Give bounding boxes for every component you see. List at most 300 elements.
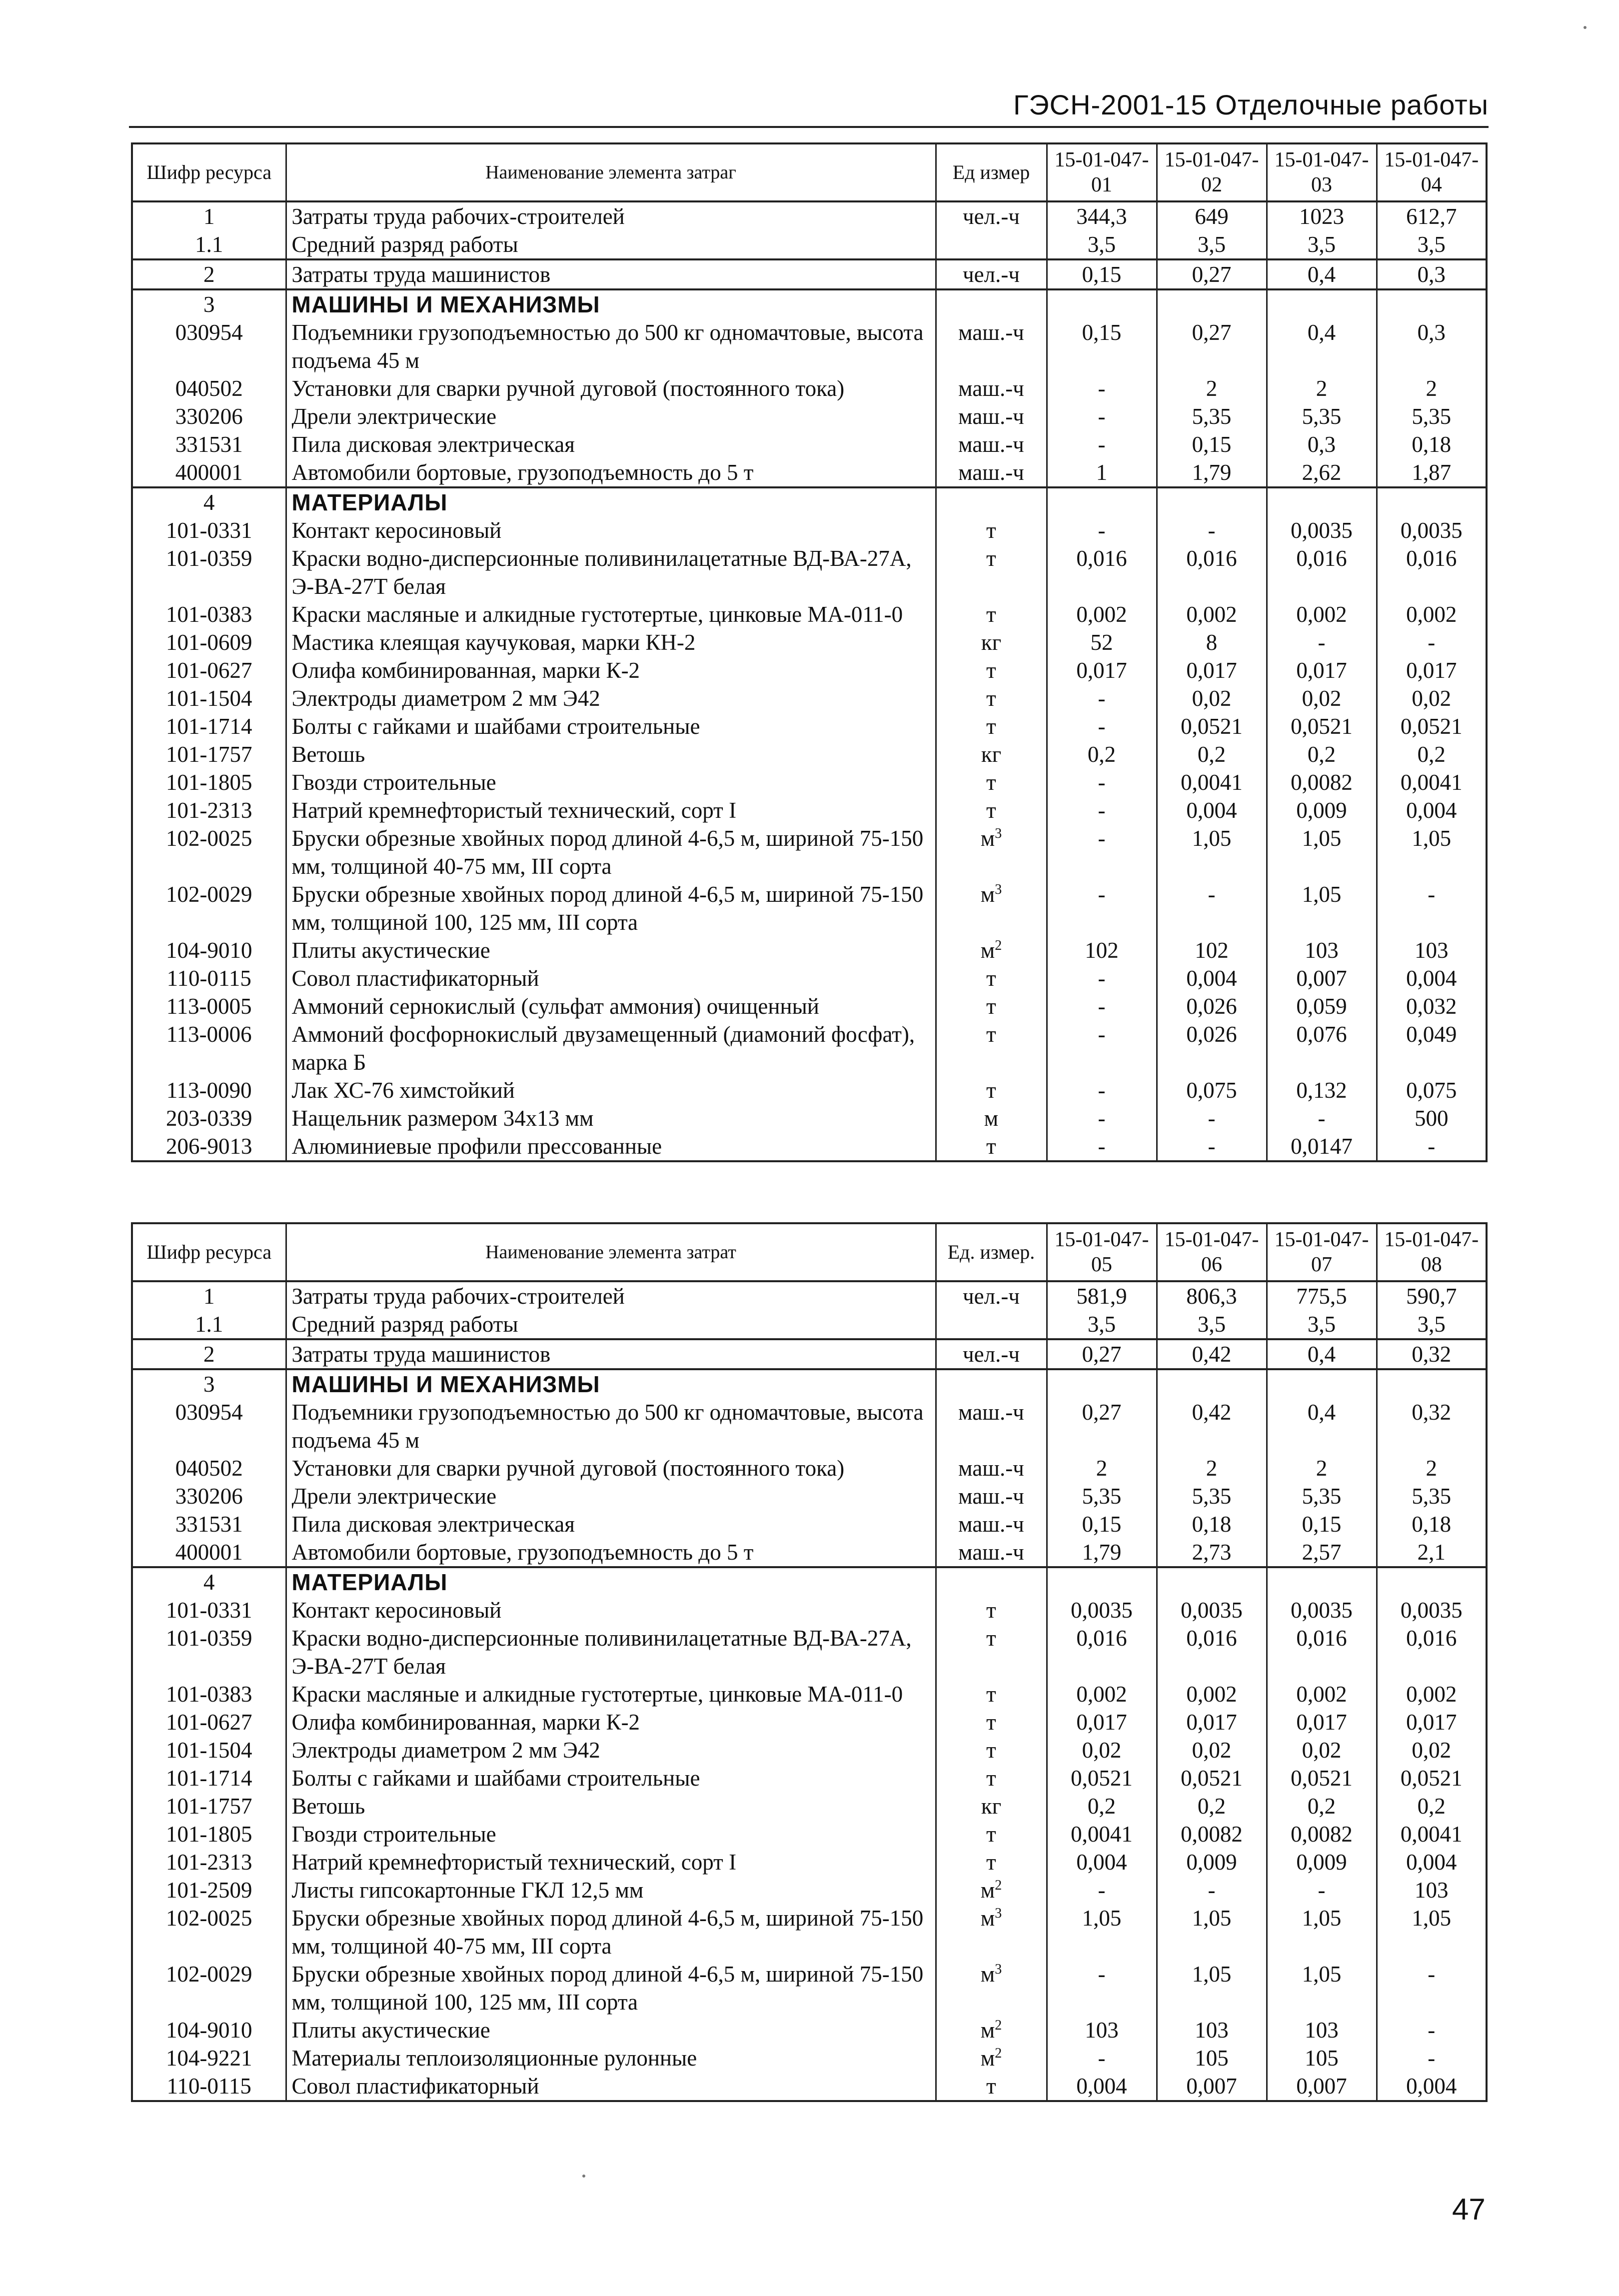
value-col-1: 0,15 — [1047, 1510, 1157, 1538]
table-row — [132, 318, 1487, 374]
unit-text: чел.-ч — [963, 1284, 1020, 1309]
value-col-2 — [1157, 1567, 1267, 1596]
value-col-1: - — [1047, 1132, 1157, 1161]
resource-name: Мастика клеящая каучуковая, марки КН-2 — [286, 628, 936, 656]
header-name: Наименование элемента затраг — [286, 143, 936, 201]
resource-name: Контакт керосиновый — [286, 516, 936, 544]
value-col-3: 0,007 — [1267, 2072, 1377, 2101]
resource-code: 400001 — [132, 1538, 286, 1567]
value-col-2: 0,0521 — [1157, 712, 1267, 740]
value-col-1: 0,0035 — [1047, 1596, 1157, 1624]
unit-cell — [936, 880, 1047, 936]
value-col-1: 5,35 — [1047, 1482, 1157, 1510]
resource-code: 113-0005 — [132, 992, 286, 1020]
unit-text: м — [980, 826, 995, 851]
table-row — [132, 992, 1487, 1020]
value-col-4: 0,004 — [1377, 796, 1487, 824]
value-col-4: 1,87 — [1377, 458, 1487, 487]
resource-name: Натрий кремнефтористый технический, сорт I — [286, 1848, 936, 1876]
value-col-4: 0,3 — [1377, 259, 1487, 289]
value-col-2 — [1157, 487, 1267, 516]
resource-code: 102-0025 — [132, 824, 286, 880]
value-col-3: 0,3 — [1267, 430, 1377, 458]
value-col-1: 3,5 — [1047, 230, 1157, 259]
resource-name: Ветошь — [286, 740, 936, 768]
unit-text: т — [986, 1626, 996, 1651]
header-col-3: 15-01-047-07 — [1267, 1223, 1377, 1281]
table-row — [132, 1680, 1487, 1708]
value-col-4: 0,016 — [1377, 544, 1487, 600]
unit-text: маш.-ч — [958, 1540, 1024, 1565]
unit-text: т — [986, 602, 996, 627]
value-col-1: 0,2 — [1047, 1792, 1157, 1820]
unit-text: чел.-ч — [963, 262, 1020, 287]
table-row — [132, 880, 1487, 936]
value-col-2: 0,004 — [1157, 796, 1267, 824]
value-col-1 — [1047, 289, 1157, 318]
header-col-4: 15-01-047-08 — [1377, 1223, 1487, 1281]
resource-name: Гвозди строительные — [286, 768, 936, 796]
unit-cell — [936, 1904, 1047, 1960]
value-col-3: 0,2 — [1267, 1792, 1377, 1820]
unit-text: т — [986, 994, 996, 1019]
resource-name: Ветошь — [286, 1792, 936, 1820]
value-col-3: 2 — [1267, 374, 1377, 402]
value-col-3: 0,0082 — [1267, 768, 1377, 796]
resource-name: Плиты акустические — [286, 2016, 936, 2044]
unit-text: т — [986, 770, 996, 795]
value-col-2: 0,017 — [1157, 1708, 1267, 1736]
unit-cell — [936, 1076, 1047, 1104]
value-col-3: 2,57 — [1267, 1538, 1377, 1567]
resource-name: Краски водно-дисперсионные поливинилацетатные ВД-ВА-27А, Э-ВА-27Т белая — [286, 544, 936, 600]
unit-cell — [936, 259, 1047, 289]
unit-cell — [936, 289, 1047, 318]
unit-cell — [936, 1848, 1047, 1876]
table-row — [132, 1792, 1487, 1820]
value-col-4: 0,016 — [1377, 1624, 1487, 1680]
value-col-1: - — [1047, 430, 1157, 458]
value-col-4: 0,0035 — [1377, 516, 1487, 544]
resource-code: 1 — [132, 201, 286, 230]
header-unit: Ед измер — [936, 143, 1047, 201]
value-col-1: 1,79 — [1047, 1538, 1157, 1567]
unit-text: т — [986, 546, 996, 571]
value-col-3: 2,62 — [1267, 458, 1377, 487]
resource-name: Плиты акустические — [286, 936, 936, 964]
value-col-3: 0,4 — [1267, 318, 1377, 374]
resource-name: Затраты труда машинистов — [286, 259, 936, 289]
resource-code: 2 — [132, 1339, 286, 1369]
unit-cell — [936, 430, 1047, 458]
unit-cell — [936, 600, 1047, 628]
value-col-1: 0,0041 — [1047, 1820, 1157, 1848]
page-header — [129, 84, 1489, 128]
table-row — [132, 824, 1487, 880]
value-col-1: - — [1047, 1876, 1157, 1904]
table-row — [132, 1281, 1487, 1310]
value-col-2: 1,05 — [1157, 1960, 1267, 2016]
value-col-2 — [1157, 1369, 1267, 1398]
resource-name: Аммоний сернокислый (сульфат аммония) очищенный — [286, 992, 936, 1020]
value-col-4: 0,32 — [1377, 1398, 1487, 1454]
unit-cell — [936, 1339, 1047, 1369]
value-col-4: 0,2 — [1377, 740, 1487, 768]
resource-code: 101-1805 — [132, 1820, 286, 1848]
table-row — [132, 458, 1487, 487]
resource-code: 101-2313 — [132, 1848, 286, 1876]
value-col-4: 0,02 — [1377, 684, 1487, 712]
value-col-1: - — [1047, 880, 1157, 936]
value-col-4: 0,0521 — [1377, 1764, 1487, 1792]
unit-text: т — [986, 1134, 996, 1159]
value-col-4: 103 — [1377, 936, 1487, 964]
resource-code: 3 — [132, 289, 286, 318]
resource-name: Подъемники грузоподъемностью до 500 кг одномачтовые, высота подъема 45 м — [286, 318, 936, 374]
resource-code: 101-0383 — [132, 1680, 286, 1708]
resource-code: 102-0029 — [132, 1960, 286, 2016]
table-row — [132, 936, 1487, 964]
resource-name: Средний разряд работы — [286, 1310, 936, 1339]
unit-cell — [936, 1736, 1047, 1764]
value-col-3: 0,016 — [1267, 544, 1377, 600]
unit-text: чел.-ч — [963, 204, 1020, 229]
value-col-4: 0,004 — [1377, 1848, 1487, 1876]
unit-cell — [936, 712, 1047, 740]
value-col-1: - — [1047, 992, 1157, 1020]
header-name: Наименование элемента затрат — [286, 1223, 936, 1281]
value-col-3: - — [1267, 1104, 1377, 1132]
unit-text: маш.-ч — [958, 1456, 1024, 1481]
unit-text: м — [984, 1106, 999, 1131]
value-col-4: 0,004 — [1377, 2072, 1487, 2101]
resource-name: Установки для сварки ручной дуговой (постоянного тока) — [286, 1454, 936, 1482]
value-col-2: 0,004 — [1157, 964, 1267, 992]
value-col-1: - — [1047, 712, 1157, 740]
value-col-2: 0,42 — [1157, 1339, 1267, 1369]
value-col-1: - — [1047, 768, 1157, 796]
resource-code: 110-0115 — [132, 964, 286, 992]
value-col-1 — [1047, 1567, 1157, 1596]
value-col-2: 0,27 — [1157, 318, 1267, 374]
value-col-4: 0,017 — [1377, 1708, 1487, 1736]
resource-code: 400001 — [132, 458, 286, 487]
unit-text: м — [980, 1878, 995, 1903]
table-row — [132, 628, 1487, 656]
value-col-4: 0,017 — [1377, 656, 1487, 684]
section-title: МАТЕРИАЛЫ — [286, 1567, 936, 1596]
value-col-1: 0,27 — [1047, 1398, 1157, 1454]
unit-cell — [936, 1104, 1047, 1132]
section-title: МАТЕРИАЛЫ — [286, 487, 936, 516]
resource-code: 113-0090 — [132, 1076, 286, 1104]
resource-code: 1.1 — [132, 230, 286, 259]
resource-name: Краски водно-дисперсионные поливинилацетатные ВД-ВА-27А, Э-ВА-27Т белая — [286, 1624, 936, 1680]
unit-cell — [936, 1398, 1047, 1454]
value-col-3: 0,009 — [1267, 1848, 1377, 1876]
value-col-1: 0,002 — [1047, 600, 1157, 628]
value-col-3: 3,5 — [1267, 230, 1377, 259]
unit-cell — [936, 1680, 1047, 1708]
unit-text: т — [986, 1598, 996, 1623]
resource-name: Листы гипсокартонные ГКЛ 12,5 мм — [286, 1876, 936, 1904]
resource-code: 101-0359 — [132, 544, 286, 600]
value-col-1: - — [1047, 516, 1157, 544]
unit-text: т — [986, 1682, 996, 1707]
table-row — [132, 544, 1487, 600]
table-row — [132, 1339, 1487, 1369]
value-col-4 — [1377, 289, 1487, 318]
unit-cell — [936, 544, 1047, 600]
table-row — [132, 1876, 1487, 1904]
unit-cell — [936, 487, 1047, 516]
unit-cell — [936, 201, 1047, 230]
table-row — [132, 1624, 1487, 1680]
unit-cell — [936, 768, 1047, 796]
resource-name: Затраты труда рабочих-строителей — [286, 1281, 936, 1310]
resource-name: Пила дисковая электрическая — [286, 430, 936, 458]
unit-cell — [936, 628, 1047, 656]
unit-cell — [936, 1960, 1047, 2016]
unit-cell — [936, 1281, 1047, 1310]
resource-name: Лак ХС-76 химстойкий — [286, 1076, 936, 1104]
value-col-2: 2 — [1157, 374, 1267, 402]
table-row — [132, 2044, 1487, 2072]
table-row — [132, 1708, 1487, 1736]
value-col-2: 0,0035 — [1157, 1596, 1267, 1624]
unit-text: маш.-ч — [958, 376, 1024, 401]
unit-cell — [936, 1369, 1047, 1398]
resource-name: Бруски обрезные хвойных пород длиной 4-6,5 м, шириной 75-150 мм, толщиной 40-75 мм, III сорта — [286, 824, 936, 880]
resource-name: Автомобили бортовые, грузоподъемность до 5 т — [286, 458, 936, 487]
value-col-4: 0,0041 — [1377, 1820, 1487, 1848]
value-col-1: 102 — [1047, 936, 1157, 964]
resource-code: 101-1805 — [132, 768, 286, 796]
value-col-1: - — [1047, 1020, 1157, 1076]
unit-cell — [936, 992, 1047, 1020]
resource-code: 101-0359 — [132, 1624, 286, 1680]
value-col-2: 0,0521 — [1157, 1764, 1267, 1792]
value-col-3 — [1267, 487, 1377, 516]
table-row — [132, 1848, 1487, 1876]
value-col-2: 0,026 — [1157, 1020, 1267, 1076]
resource-name: Краски масляные и алкидные густотертые, цинковые МА-011-0 — [286, 1680, 936, 1708]
value-col-4: - — [1377, 1960, 1487, 2016]
unit-cell — [936, 964, 1047, 992]
table-row — [132, 1736, 1487, 1764]
value-col-3: 0,059 — [1267, 992, 1377, 1020]
resource-name: Аммоний фосфорнокислый двузамещенный (диамоний фосфат), марка Б — [286, 1020, 936, 1076]
value-col-3: 0,02 — [1267, 684, 1377, 712]
value-col-3: 0,2 — [1267, 740, 1377, 768]
unit-text: кг — [981, 1794, 1002, 1819]
resource-name: Олифа комбинированная, марки К-2 — [286, 656, 936, 684]
value-col-4 — [1377, 1567, 1487, 1596]
value-col-4: 0,002 — [1377, 1680, 1487, 1708]
resource-name: Алюминиевые профили прессованные — [286, 1132, 936, 1161]
unit-text: м — [980, 2046, 995, 2071]
value-col-1: 0,002 — [1047, 1680, 1157, 1708]
unit-cell — [936, 1876, 1047, 1904]
value-col-3: 103 — [1267, 2016, 1377, 2044]
scan-speck — [582, 2175, 585, 2178]
value-col-2 — [1157, 289, 1267, 318]
scan-speck — [1584, 26, 1587, 29]
table-row — [132, 259, 1487, 289]
value-col-4: 0,0041 — [1377, 768, 1487, 796]
value-col-4: 0,0521 — [1377, 712, 1487, 740]
resource-code: 101-1504 — [132, 684, 286, 712]
value-col-2: 0,02 — [1157, 684, 1267, 712]
section-row — [132, 1567, 1487, 1596]
unit-text: чел.-ч — [963, 1342, 1020, 1367]
resource-code: 101-2509 — [132, 1876, 286, 1904]
unit-cell — [936, 936, 1047, 964]
table-row — [132, 1538, 1487, 1567]
value-col-3: 0,0035 — [1267, 516, 1377, 544]
value-col-3: 0,132 — [1267, 1076, 1377, 1104]
value-col-3: 0,0521 — [1267, 1764, 1377, 1792]
value-col-3: 105 — [1267, 2044, 1377, 2072]
value-col-4: 2 — [1377, 1454, 1487, 1482]
unit-cell — [936, 824, 1047, 880]
table-row — [132, 1398, 1487, 1454]
table-body — [132, 1281, 1487, 2101]
unit-exponent: 2 — [995, 2018, 1002, 2033]
value-col-2: 1,05 — [1157, 1904, 1267, 1960]
value-col-3: 0,0521 — [1267, 712, 1377, 740]
resource-code: 3 — [132, 1369, 286, 1398]
value-col-4: 0,02 — [1377, 1736, 1487, 1764]
value-col-2: 0,18 — [1157, 1510, 1267, 1538]
value-col-3: 775,5 — [1267, 1281, 1377, 1310]
table-row — [132, 656, 1487, 684]
value-col-2: 1,79 — [1157, 458, 1267, 487]
value-col-4: 103 — [1377, 1876, 1487, 1904]
header-col-1: 15-01-047-05 — [1047, 1223, 1157, 1281]
resource-code: 206-9013 — [132, 1132, 286, 1161]
value-col-1: 0,004 — [1047, 1848, 1157, 1876]
unit-text: т — [986, 658, 996, 683]
resource-name: Электроды диаметром 2 мм Э42 — [286, 1736, 936, 1764]
value-col-1: 0,016 — [1047, 544, 1157, 600]
resource-code: 330206 — [132, 402, 286, 430]
resource-name: Затраты труда машинистов — [286, 1339, 936, 1369]
table-row — [132, 374, 1487, 402]
value-col-4: 0,2 — [1377, 1792, 1487, 1820]
resource-code: 102-0025 — [132, 1904, 286, 1960]
resource-code: 101-1504 — [132, 1736, 286, 1764]
table-row — [132, 1132, 1487, 1161]
resource-code: 102-0029 — [132, 880, 286, 936]
value-col-4: 0,3 — [1377, 318, 1487, 374]
value-col-3: 5,35 — [1267, 1482, 1377, 1510]
resource-name: Болты с гайками и шайбами строительные — [286, 1764, 936, 1792]
resource-name: Дрели электрические — [286, 402, 936, 430]
value-col-4: 1,05 — [1377, 824, 1487, 880]
resource-table-1 — [131, 142, 1488, 1162]
value-col-1: 1,05 — [1047, 1904, 1157, 1960]
value-col-1: 2 — [1047, 1454, 1157, 1482]
unit-cell — [936, 402, 1047, 430]
resource-code: 101-1757 — [132, 740, 286, 768]
value-col-2: 0,27 — [1157, 259, 1267, 289]
value-col-2: - — [1157, 1104, 1267, 1132]
value-col-2: 649 — [1157, 201, 1267, 230]
resource-code: 101-0609 — [132, 628, 286, 656]
value-col-1: 1 — [1047, 458, 1157, 487]
resource-name: Материалы теплоизоляционные рулонные — [286, 2044, 936, 2072]
header-col-2: 15-01-047-02 — [1157, 143, 1267, 201]
unit-cell — [936, 740, 1047, 768]
header-col-2: 15-01-047-06 — [1157, 1223, 1267, 1281]
resource-table-2 — [131, 1222, 1488, 2102]
value-col-4: 0,18 — [1377, 430, 1487, 458]
value-col-1: - — [1047, 684, 1157, 712]
value-col-1: 52 — [1047, 628, 1157, 656]
resource-code: 113-0006 — [132, 1020, 286, 1076]
unit-cell — [936, 2016, 1047, 2044]
resource-code: 101-0331 — [132, 516, 286, 544]
value-col-2: 806,3 — [1157, 1281, 1267, 1310]
resource-name: Электроды диаметром 2 мм Э42 — [286, 684, 936, 712]
unit-cell — [936, 458, 1047, 487]
value-col-1: - — [1047, 796, 1157, 824]
resource-code: 101-0383 — [132, 600, 286, 628]
resource-code: 101-0627 — [132, 656, 286, 684]
table-row — [132, 402, 1487, 430]
resource-code: 104-9010 — [132, 936, 286, 964]
table-row — [132, 964, 1487, 992]
value-col-4: 0,002 — [1377, 600, 1487, 628]
resource-name: Олифа комбинированная, марки К-2 — [286, 1708, 936, 1736]
resource-code: 101-0627 — [132, 1708, 286, 1736]
unit-exponent: 3 — [995, 1906, 1002, 1921]
value-col-1: - — [1047, 1076, 1157, 1104]
value-col-3: 0,4 — [1267, 259, 1377, 289]
section-title: МАШИНЫ И МЕХАНИЗМЫ — [286, 289, 936, 318]
table-row — [132, 1454, 1487, 1482]
table-row — [132, 1596, 1487, 1624]
value-col-1: 0,2 — [1047, 740, 1157, 768]
value-col-4: 3,5 — [1377, 1310, 1487, 1339]
unit-text: м — [980, 938, 995, 963]
table-row — [132, 1104, 1487, 1132]
unit-exponent: 3 — [995, 826, 1002, 841]
unit-text: т — [986, 1710, 996, 1735]
table-row — [132, 2016, 1487, 2044]
value-col-4: 0,18 — [1377, 1510, 1487, 1538]
unit-exponent: 3 — [995, 1962, 1002, 1977]
unit-cell — [936, 1792, 1047, 1820]
value-col-2: - — [1157, 1876, 1267, 1904]
section-row — [132, 289, 1487, 318]
value-col-3: 1,05 — [1267, 1904, 1377, 1960]
value-col-3: 0,016 — [1267, 1624, 1377, 1680]
unit-cell — [936, 2044, 1047, 2072]
unit-cell — [936, 1820, 1047, 1848]
value-col-2: 3,5 — [1157, 230, 1267, 259]
unit-text: т — [986, 1078, 996, 1103]
value-col-2: - — [1157, 880, 1267, 936]
resource-code: 101-0331 — [132, 1596, 286, 1624]
resource-code: 1.1 — [132, 1310, 286, 1339]
value-col-3: - — [1267, 628, 1377, 656]
value-col-3: 0,017 — [1267, 1708, 1377, 1736]
table-row — [132, 796, 1487, 824]
value-col-2: 0,002 — [1157, 1680, 1267, 1708]
resource-name: Совол пластификаторный — [286, 2072, 936, 2101]
